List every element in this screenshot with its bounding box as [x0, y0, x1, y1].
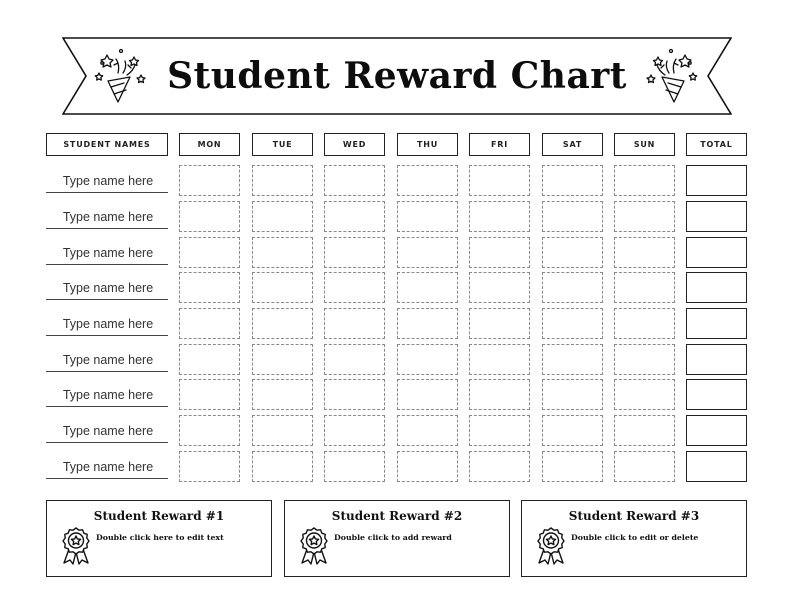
reward-cell-sat[interactable] — [542, 272, 603, 303]
reward-cell-thu[interactable] — [397, 272, 458, 303]
reward-cell-fri[interactable] — [469, 379, 530, 410]
reward-cell-mon[interactable] — [179, 201, 240, 232]
student-name-field[interactable]: Type name here — [46, 276, 168, 300]
reward-cell-wed[interactable] — [324, 451, 385, 482]
reward-cell-tue[interactable] — [252, 237, 313, 268]
reward-cell-wed[interactable] — [324, 237, 385, 268]
total-cell[interactable] — [686, 308, 747, 339]
student-name-field[interactable]: Type name here — [46, 419, 168, 443]
reward-cell-sat[interactable] — [542, 201, 603, 232]
total-cell[interactable] — [686, 237, 747, 268]
reward-cell-fri[interactable] — [469, 415, 530, 446]
reward-title: Student Reward #2 — [331, 509, 463, 523]
reward-cell-sun[interactable] — [614, 308, 675, 339]
reward-cell-tue[interactable] — [252, 379, 313, 410]
reward-cell-mon[interactable] — [179, 451, 240, 482]
reward-cell-thu[interactable] — [397, 201, 458, 232]
reward-text[interactable]: Double click to edit or delete — [571, 533, 699, 542]
reward-cell-sat[interactable] — [542, 165, 603, 196]
student-name-field[interactable]: Type name here — [46, 383, 168, 407]
reward-cell-sat[interactable] — [542, 379, 603, 410]
header-total: TOTAL — [686, 133, 747, 156]
reward-cell-thu[interactable] — [397, 237, 458, 268]
reward-cell-thu[interactable] — [397, 165, 458, 196]
reward-cell-mon[interactable] — [179, 272, 240, 303]
reward-cell-fri[interactable] — [469, 165, 530, 196]
reward-cell-sun[interactable] — [614, 415, 675, 446]
reward-title: Student Reward #3 — [568, 509, 700, 523]
reward-cell-fri[interactable] — [469, 308, 530, 339]
student-name-field[interactable]: Type name here — [46, 455, 168, 479]
title-banner — [62, 37, 732, 115]
reward-cell-sun[interactable] — [614, 201, 675, 232]
header-sat: SAT — [542, 133, 603, 156]
total-cell[interactable] — [686, 451, 747, 482]
reward-cell-tue[interactable] — [252, 308, 313, 339]
reward-cell-sun[interactable] — [614, 344, 675, 375]
reward-title: Student Reward #1 — [93, 509, 225, 523]
reward-cell-wed[interactable] — [324, 344, 385, 375]
reward-box-1[interactable] — [46, 500, 272, 577]
total-cell[interactable] — [686, 165, 747, 196]
award-ribbon-icon — [61, 527, 91, 565]
reward-cell-fri[interactable] — [469, 344, 530, 375]
reward-box-3[interactable] — [521, 500, 747, 577]
award-ribbon-icon — [536, 527, 566, 565]
header-wed: WED — [324, 133, 385, 156]
reward-cell-sat[interactable] — [542, 451, 603, 482]
reward-cell-wed[interactable] — [324, 415, 385, 446]
total-cell[interactable] — [686, 379, 747, 410]
reward-box-2[interactable] — [284, 500, 510, 577]
party-popper-icon — [642, 47, 698, 105]
reward-cell-mon[interactable] — [179, 165, 240, 196]
reward-cell-tue[interactable] — [252, 201, 313, 232]
reward-cell-mon[interactable] — [179, 415, 240, 446]
reward-cell-tue[interactable] — [252, 165, 313, 196]
reward-cell-mon[interactable] — [179, 308, 240, 339]
total-cell[interactable] — [686, 201, 747, 232]
reward-cell-thu[interactable] — [397, 415, 458, 446]
reward-text[interactable]: Double click here to edit text — [96, 533, 224, 542]
reward-cell-tue[interactable] — [252, 344, 313, 375]
reward-cell-wed[interactable] — [324, 379, 385, 410]
reward-cell-thu[interactable] — [397, 451, 458, 482]
total-cell[interactable] — [686, 344, 747, 375]
header-sun: SUN — [614, 133, 675, 156]
student-name-field[interactable]: Type name here — [46, 205, 168, 229]
reward-cell-mon[interactable] — [179, 344, 240, 375]
reward-cell-thu[interactable] — [397, 308, 458, 339]
reward-cell-fri[interactable] — [469, 237, 530, 268]
reward-cell-fri[interactable] — [469, 451, 530, 482]
total-cell[interactable] — [686, 272, 747, 303]
reward-cell-wed[interactable] — [324, 165, 385, 196]
reward-cell-tue[interactable] — [252, 451, 313, 482]
header-thu: THU — [397, 133, 458, 156]
header-student-names: STUDENT NAMES — [46, 133, 168, 156]
reward-cell-tue[interactable] — [252, 415, 313, 446]
reward-cell-thu[interactable] — [397, 344, 458, 375]
reward-cell-sun[interactable] — [614, 165, 675, 196]
reward-cell-sun[interactable] — [614, 451, 675, 482]
reward-cell-sat[interactable] — [542, 308, 603, 339]
reward-cell-sun[interactable] — [614, 379, 675, 410]
reward-cell-mon[interactable] — [179, 379, 240, 410]
award-ribbon-icon — [299, 527, 329, 565]
reward-cell-mon[interactable] — [179, 237, 240, 268]
total-cell[interactable] — [686, 415, 747, 446]
student-name-field[interactable]: Type name here — [46, 241, 168, 265]
reward-cell-wed[interactable] — [324, 201, 385, 232]
header-tue: TUE — [252, 133, 313, 156]
header-fri: FRI — [469, 133, 530, 156]
reward-cell-thu[interactable] — [397, 379, 458, 410]
reward-cell-fri[interactable] — [469, 201, 530, 232]
reward-cell-sat[interactable] — [542, 237, 603, 268]
reward-cell-wed[interactable] — [324, 308, 385, 339]
page-title: Student Reward Chart — [167, 55, 627, 97]
reward-text[interactable]: Double click to add reward — [334, 533, 452, 542]
reward-cell-tue[interactable] — [252, 272, 313, 303]
reward-cell-sun[interactable] — [614, 272, 675, 303]
reward-cell-sat[interactable] — [542, 415, 603, 446]
reward-cell-fri[interactable] — [469, 272, 530, 303]
student-name-field[interactable]: Type name here — [46, 348, 168, 372]
reward-cell-sun[interactable] — [614, 237, 675, 268]
student-name-field[interactable]: Type name here — [46, 312, 168, 336]
student-name-field[interactable]: Type name here — [46, 169, 168, 193]
header-mon: MON — [179, 133, 240, 156]
reward-cell-sat[interactable] — [542, 344, 603, 375]
reward-cell-wed[interactable] — [324, 272, 385, 303]
